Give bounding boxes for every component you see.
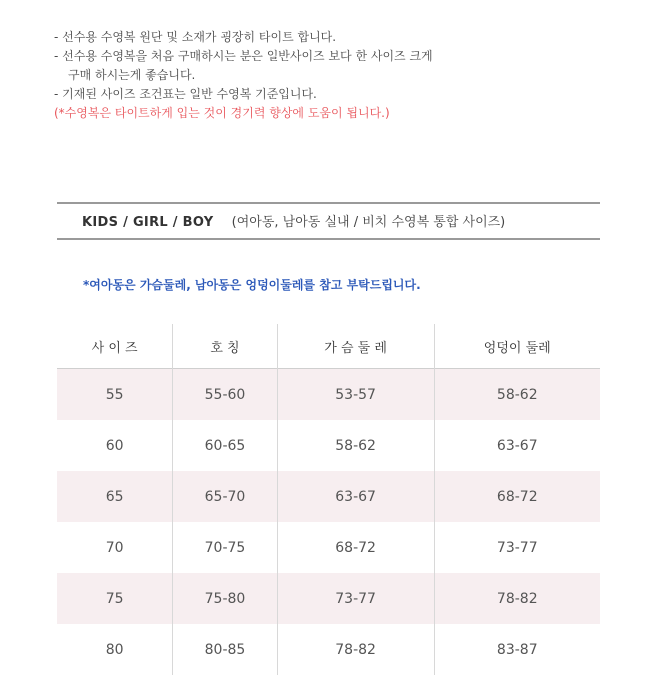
note-line-2: - 선수용 수영복을 처음 구매하시는 분은 일반사이즈 보다 한 사이즈 크게 [54, 49, 433, 63]
table-row [57, 420, 600, 471]
size-notes [54, 28, 433, 123]
column-header-size: 사 이 즈 [91, 340, 138, 356]
cell-chest: 73-77 [277, 573, 434, 624]
cell-size: 75 [57, 573, 173, 624]
cell-size: 70 [105, 539, 124, 556]
cell-chest: 58-62 [277, 420, 434, 471]
note-line-5-tip: (*수영복은 타이트하게 입는 것이 경기력 향상에 도움이 됩니다.) [54, 106, 390, 120]
cell-hip: 78-82 [434, 573, 600, 624]
cell-chest: 68-72 [277, 522, 434, 573]
cell-label: 60-65 [173, 420, 277, 471]
cell-size: 65 [57, 471, 173, 522]
cell-chest: 78-82 [277, 624, 434, 675]
cell-label: 55-60 [173, 369, 277, 421]
cell-label: 65-70 [173, 471, 277, 522]
category-title: KIDS / GIRL / BOY [82, 215, 214, 230]
column-header-label: 호 칭 [173, 324, 277, 369]
note-line-4: - 기재된 사이즈 조건표는 일반 수영복 기준입니다. [54, 87, 317, 101]
cell-hip: 58-62 [434, 369, 600, 421]
table-row [57, 522, 600, 573]
cell-label: 75-80 [173, 573, 277, 624]
table-row [57, 369, 600, 421]
table-row [57, 573, 600, 624]
column-header-chest: 가 슴 둘 레 [277, 324, 434, 369]
cell-label: 80-85 [173, 624, 277, 675]
note-line-3: 구매 하시는게 좋습니다. [68, 68, 196, 82]
measurement-note: *여아동은 가슴둘레, 남아동은 엉덩이둘레를 참고 부탁드립니다. [83, 278, 421, 292]
cell-chest: 53-57 [277, 369, 434, 421]
table-header-row [57, 324, 600, 369]
cell-size: 60 [105, 437, 124, 454]
size-chart-header [82, 211, 505, 230]
category-subtitle: (여아동, 남아동 실내 / 비치 수영복 통합 사이즈) [231, 215, 506, 230]
header-bottom-rule [57, 238, 600, 240]
column-header-hip: 엉덩이 둘레 [434, 324, 600, 369]
cell-hip: 73-77 [434, 522, 600, 573]
header-top-rule [57, 202, 600, 204]
cell-label: 70-75 [173, 522, 277, 573]
cell-chest: 63-67 [277, 471, 434, 522]
table-row [57, 624, 600, 675]
cell-size: 80 [105, 641, 124, 658]
cell-size: 55 [57, 369, 173, 421]
cell-hip: 63-67 [434, 420, 600, 471]
cell-hip: 68-72 [434, 471, 600, 522]
cell-hip: 83-87 [434, 624, 600, 675]
table-row [57, 471, 600, 522]
size-table [57, 324, 600, 675]
note-line-1: - 선수용 수영복 원단 및 소재가 굉장히 타이트 합니다. [54, 30, 337, 44]
